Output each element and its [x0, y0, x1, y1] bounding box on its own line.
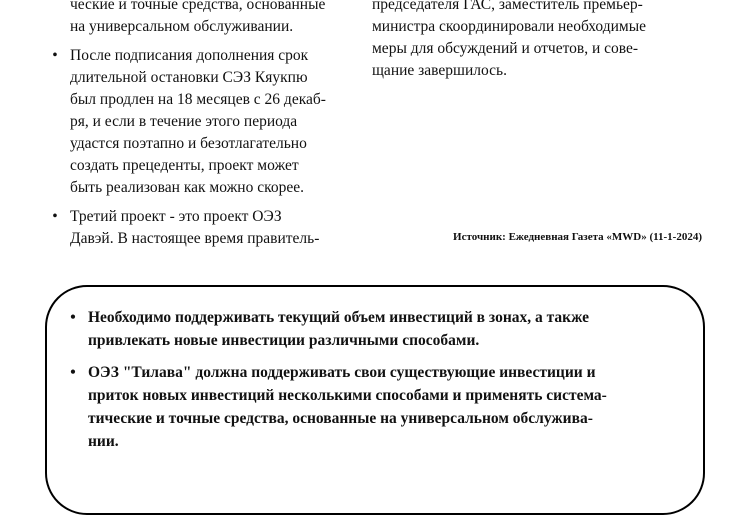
- left-column: [48, 0, 364, 257]
- list-item: • После подписания дополнения срок длительной остановки СЭЗ Кяукпю был продлен на 18 месяцев с 26 декаб- ря, и если в течение этого периода удастся поэтапно и безотлагательно создать прецеденты, проект может быть реализован как можно скорее.: [48, 45, 364, 199]
- bullet-icon: •: [52, 208, 58, 225]
- bullet-icon: •: [70, 309, 76, 326]
- list-item: • ОЭЗ "Тилава" должна поддерживать свои существующие инвестиции и приток новых инвестиций несколькими способами и применять система- тические и точные средства, основанные на универсальном обслужива- нии.: [66, 361, 688, 453]
- source-citation: Источник: Ежедневная Газета «MWD» (11-1-2024): [453, 231, 702, 243]
- list-item: • Третий проект - это проект ОЭЗ Давэй. В настоящее время правитель-: [48, 206, 364, 250]
- list-item: • Необходимо поддерживать текущий объем инвестиций в зонах, а также привлекать новые инвестиции различными способами.: [66, 306, 688, 352]
- continued-text: ческие и точные средства, основанные на универсальном обслуживании.: [70, 0, 326, 35]
- right-column: председателя ГАС, заместитель премьер- министра скоординировали необходимые меры для обсуждений и отчетов, и сове- щание завершилось.: [372, 0, 646, 79]
- summary-bullet-list: [66, 306, 688, 462]
- bullet-icon: •: [70, 364, 76, 381]
- left-bullet-list: [48, 45, 364, 250]
- bullet-icon: •: [52, 47, 58, 64]
